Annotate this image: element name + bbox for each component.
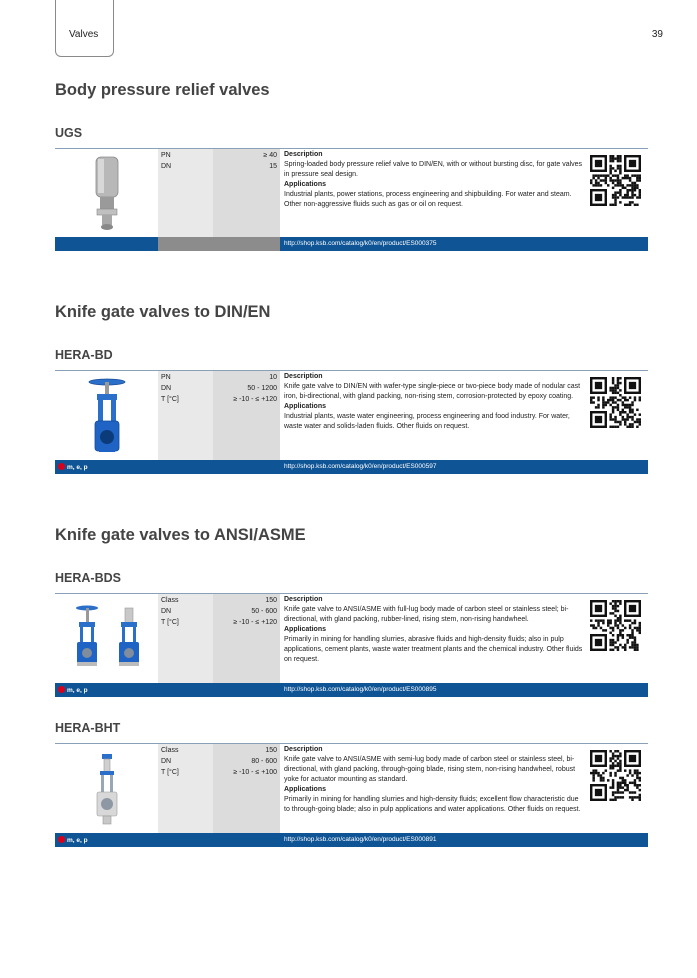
spec-values-hera-bds	[213, 594, 280, 683]
product-block-hera-bht	[55, 743, 648, 847]
materials-label	[58, 836, 88, 844]
header-tab	[55, 0, 114, 57]
spec-label: Class	[161, 597, 179, 604]
qr-code-icon	[590, 377, 641, 428]
description-heading: Description	[284, 373, 323, 380]
product-footer-bar	[55, 460, 648, 474]
knife-gate-valve-yoke-image	[55, 744, 158, 833]
product-block-ugs	[55, 148, 648, 251]
product-title-hera-bds: HERA-BDS	[55, 571, 121, 585]
material-dot-icon	[58, 463, 65, 470]
spec-value: 80 - 600	[251, 758, 277, 765]
qr-code-icon	[590, 750, 641, 801]
spec-label: T [°C]	[161, 619, 179, 626]
materials-label	[58, 463, 88, 471]
spec-label: Class	[161, 747, 179, 754]
applications-text: Primarily in mining for handling slurries and high-density fluids; excellent flow characteristic due to through-going blade; also in pulp applications and water applications. Other fluids on request.	[284, 796, 581, 813]
spec-labels-hera-bd	[158, 371, 213, 460]
product-footer-bar	[55, 237, 648, 251]
spec-value: ≥ 40	[263, 152, 277, 159]
applications-heading: Applications	[284, 181, 327, 188]
section-title-knife-gate-ansi: Knife gate valves to ANSI/ASME	[55, 526, 306, 544]
description-text: Knife gate valve to ANSI/ASME with semi-lug body made of carbon steel or stainless steel, bi-directional, with gland packing, through-going blade, rising stem, non-rising handwheel, robust yoke for actuator mounting as standard.	[284, 756, 576, 783]
materials-label	[58, 686, 88, 694]
header-tab-label: Valves	[69, 29, 99, 40]
footer-bar-segment	[158, 237, 280, 251]
material-dot-icon	[58, 836, 65, 843]
materials-text: m, e, p	[67, 837, 88, 844]
page-number: 39	[651, 29, 663, 40]
spec-labels-hera-bds	[158, 594, 213, 683]
spec-value: 10	[269, 374, 277, 381]
spec-label: PN	[161, 374, 171, 381]
product-image-ugs	[55, 149, 158, 237]
product-description-ugs	[284, 150, 584, 210]
spec-label: DN	[161, 385, 172, 392]
applications-text: Industrial plants, waste water engineering, process engineering and food industry. For water, waste water and solids-laden fluids. Other fluids on request.	[284, 413, 570, 430]
product-title-hera-bht: HERA-BHT	[55, 721, 121, 735]
applications-heading: Applications	[284, 403, 327, 410]
spec-values-ugs	[213, 149, 280, 237]
spec-value: 150	[265, 747, 277, 754]
knife-gate-valve-pair-image	[55, 594, 158, 683]
product-link[interactable]: http://shop.ksb.com/catalog/k0/en/product/ES000895	[284, 686, 437, 693]
spec-label: PN	[161, 152, 171, 159]
product-description-hera-bds	[284, 595, 584, 665]
description-text: Spring-loaded body pressure relief valve to DIN/EN, with or without bursting disc, for gate valves in pressure seal design.	[284, 161, 583, 178]
product-link[interactable]: http://shop.ksb.com/catalog/k0/en/product/ES000891	[284, 836, 437, 843]
spec-value: ≥ -10 - ≤ +100	[233, 769, 277, 776]
product-link[interactable]: http://shop.ksb.com/catalog/k0/en/product/ES000375	[284, 240, 437, 247]
materials-text: m, e, p	[67, 687, 88, 694]
description-heading: Description	[284, 746, 323, 753]
section-title-knife-gate-din: Knife gate valves to DIN/EN	[55, 303, 271, 321]
applications-heading: Applications	[284, 626, 327, 633]
description-heading: Description	[284, 596, 323, 603]
qr-code-icon	[590, 600, 641, 651]
spec-labels-hera-bht	[158, 744, 213, 833]
product-description-hera-bht	[284, 745, 584, 815]
spec-value: 50 - 600	[251, 608, 277, 615]
spec-label: DN	[161, 163, 172, 170]
product-image-hera-bd	[55, 371, 158, 460]
qr-code-icon	[590, 155, 641, 206]
spec-value: 15	[269, 163, 277, 170]
description-text: Knife gate valve to ANSI/ASME with full-lug body made of carbon steel or stainless steel; bi-directional, with gland packing, rubber-lined, rising stem, non-rising handwheel.	[284, 606, 569, 623]
spec-label: DN	[161, 758, 172, 765]
product-image-hera-bds	[55, 594, 158, 683]
product-image-hera-bht	[55, 744, 158, 833]
spec-label: DN	[161, 608, 172, 615]
spec-values-hera-bd	[213, 371, 280, 460]
spec-labels-ugs	[158, 149, 213, 237]
material-dot-icon	[58, 686, 65, 693]
spec-value: 150	[265, 597, 277, 604]
spec-value: ≥ -10 - ≤ +120	[233, 619, 277, 626]
section-title-body-pressure-relief: Body pressure relief valves	[55, 81, 270, 99]
description-text: Knife gate valve to DIN/EN with wafer-type single-piece or two-piece body made of nodular cast iron, bi-directional, with gland packing, non-rising stem, corrosion-protected by epoxy coating.	[284, 383, 581, 400]
spec-value: ≥ -10 - ≤ +120	[233, 396, 277, 403]
spec-label: T [°C]	[161, 396, 179, 403]
product-footer-bar	[55, 833, 648, 847]
spec-values-hera-bht	[213, 744, 280, 833]
description-heading: Description	[284, 151, 323, 158]
materials-text: m, e, p	[67, 464, 88, 471]
relief-valve-image	[55, 149, 158, 237]
applications-heading: Applications	[284, 786, 327, 793]
product-block-hera-bd	[55, 370, 648, 474]
product-block-hera-bds	[55, 593, 648, 697]
product-footer-bar	[55, 683, 648, 697]
spec-label: T [°C]	[161, 769, 179, 776]
product-title-ugs: UGS	[55, 126, 83, 140]
applications-text: Industrial plants, power stations, process engineering and shipbuilding. For water and steam. Other non-aggressive fluids such as gas or oil on request.	[284, 191, 572, 208]
product-description-hera-bd	[284, 372, 584, 432]
spec-value: 50 - 1200	[247, 385, 277, 392]
knife-gate-valve-image	[55, 371, 158, 460]
applications-text: Primarily in mining for handling slurries, abrasive fluids and high-density fluids; also in pulp applications, cement plants, waste water treatment plants and the chemical industry. Other fluids on request.	[284, 636, 583, 663]
product-link[interactable]: http://shop.ksb.com/catalog/k0/en/product/ES000597	[284, 463, 437, 470]
product-title-hera-bd: HERA-BD	[55, 348, 113, 362]
